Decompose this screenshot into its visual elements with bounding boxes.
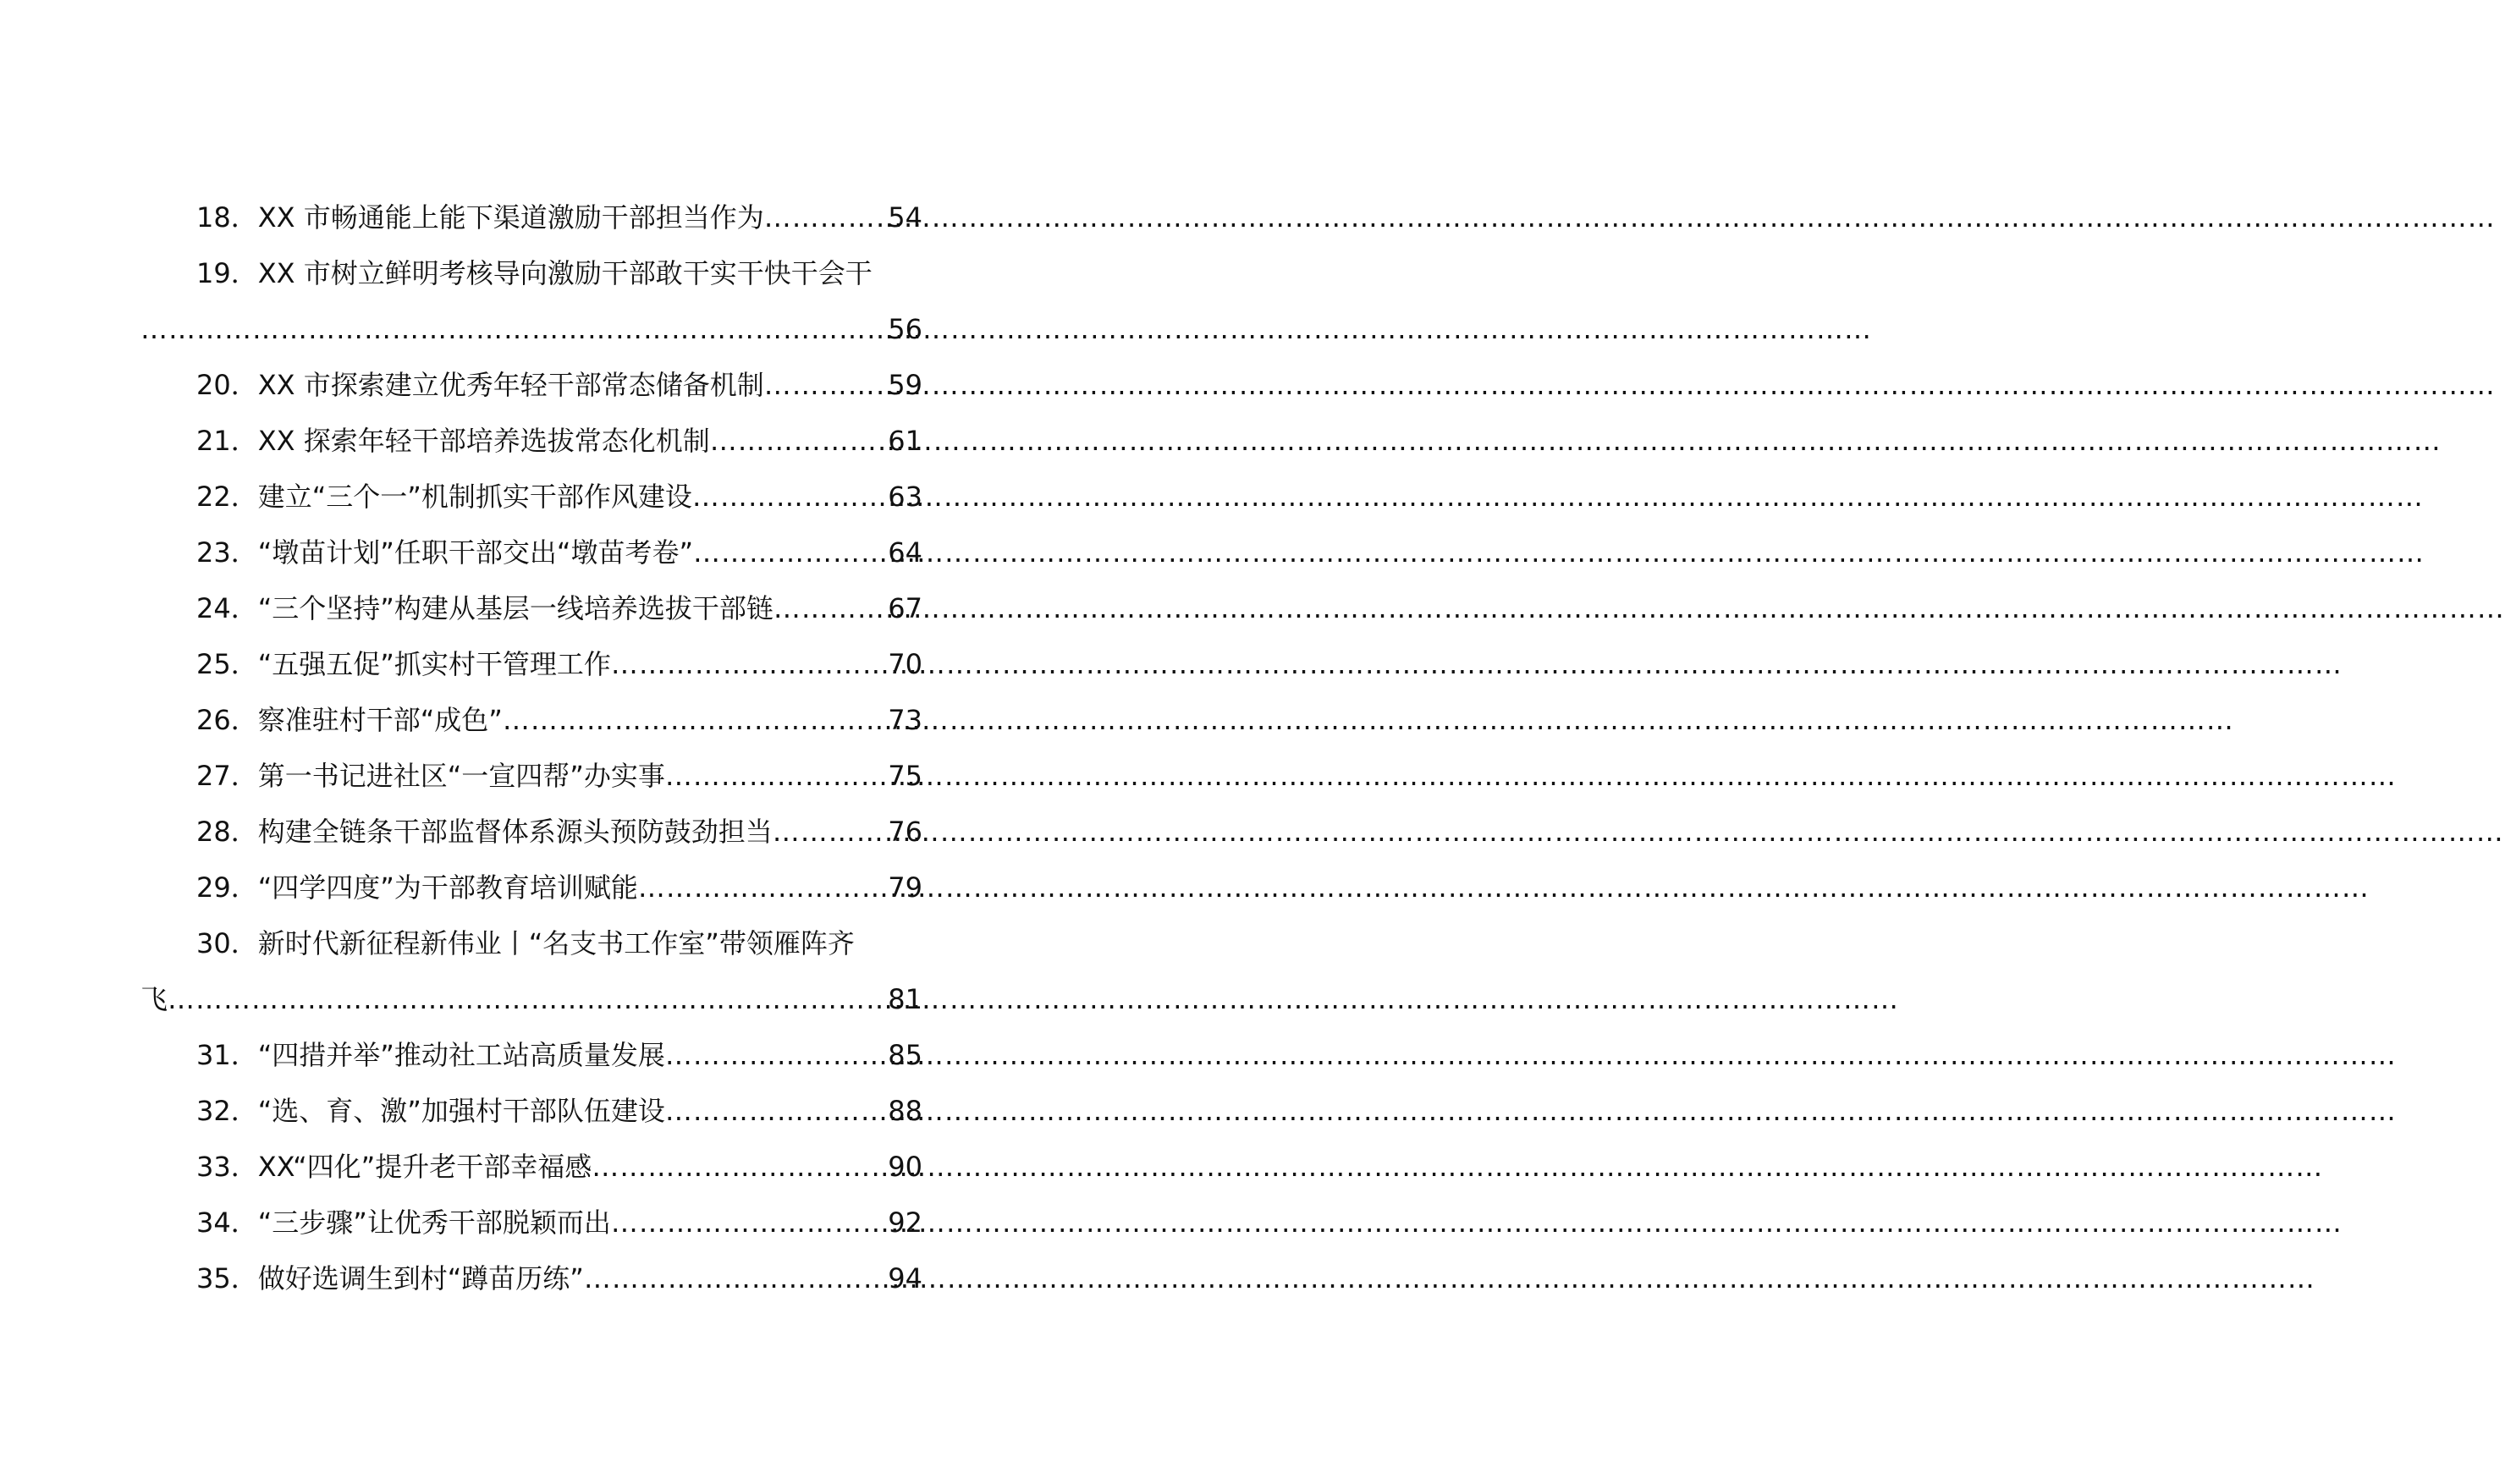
toc-leader-dots <box>764 357 889 413</box>
toc-entry-title: 27．第一书记进社区“一宣四帮”办实事 <box>196 760 665 792</box>
toc-entry-title: 19．XX 市树立鲜明考核导向激励干部敢干实干快干会干 <box>196 257 873 289</box>
toc-entry-page: 56 <box>888 313 922 345</box>
toc-entry-page: 61 <box>888 425 922 457</box>
toc-entry-title: 24．“三个坚持”构建从基层一线培养选拔干部链 <box>196 592 774 624</box>
toc-entry-title: 18．XX 市畅通能上能下渠道激励干部担当作为 <box>196 201 764 234</box>
toc-leader-dots <box>774 580 888 636</box>
toc-entry-title: 21．XX 探索年轻干部培养选拔常态化机制 <box>196 425 710 457</box>
toc-entry-title: 28．构建全链条干部监督体系源头预防鼓劲担当 <box>196 816 773 848</box>
toc-entry-title: 26．察准驻村干部“成色” <box>196 704 503 736</box>
toc-entry-title: 31．“四措并举”推动社工站高质量发展 <box>196 1039 665 1071</box>
toc-entry-title: 35．做好选调生到村“蹲苗历练” <box>196 1262 584 1294</box>
toc-entry[interactable] <box>140 636 922 692</box>
toc-leader-dots <box>638 860 888 915</box>
toc-entry-title: 33．XX“四化”提升老干部幸福感 <box>196 1151 592 1183</box>
toc-entry[interactable] <box>140 1027 922 1083</box>
toc-entry-page: 64 <box>888 536 922 569</box>
toc-leader-dots <box>503 692 888 748</box>
toc-leader-dots <box>665 1027 888 1083</box>
toc-entry[interactable] <box>140 692 922 748</box>
toc-entry-page: 70 <box>888 648 922 680</box>
toc-entry[interactable] <box>140 190 922 245</box>
toc-leader-dots <box>168 971 888 1027</box>
toc-entry[interactable] <box>140 1195 922 1250</box>
toc-entry-page: 59 <box>888 369 922 401</box>
toc-entry[interactable] <box>140 748 922 804</box>
toc-entry[interactable] <box>140 245 922 301</box>
toc-entry[interactable] <box>140 1083 922 1139</box>
toc-entry[interactable] <box>140 915 922 971</box>
toc-entry-title: 32．“选、育、激”加强村干部队伍建设 <box>196 1095 665 1127</box>
toc-leader-dots <box>693 525 888 580</box>
toc-entry[interactable] <box>140 860 922 915</box>
toc-entry-page: 88 <box>888 1095 922 1127</box>
toc-entry-title: 29．“四学四度”为干部教育培训赋能 <box>196 871 638 904</box>
toc-leader-dots <box>584 1250 888 1306</box>
toc-entry-page: 90 <box>888 1151 922 1183</box>
toc-entry-title-continued: 飞 <box>140 983 168 1015</box>
toc-entry[interactable] <box>140 1139 922 1195</box>
toc-entry[interactable] <box>140 525 922 580</box>
toc-entry-page: 76 <box>888 816 922 848</box>
toc-leader-dots <box>665 748 888 804</box>
toc-entry-title: 22．建立“三个一”机制抓实干部作风建设 <box>196 481 692 513</box>
toc-leader-dots <box>140 301 888 357</box>
toc-leader-dots <box>692 469 888 525</box>
toc-entry-title: 30．新时代新征程新伟业丨“名支书工作室”带领雁阵齐 <box>196 927 855 959</box>
toc-entry-title: 25．“五强五促”抓实村干管理工作 <box>196 648 611 680</box>
toc-entry-page: 79 <box>888 871 922 904</box>
toc-leader-dots <box>773 804 889 860</box>
toc-entry[interactable] <box>140 413 922 469</box>
toc-entry[interactable] <box>140 1250 922 1306</box>
toc-entry-page: 94 <box>888 1262 922 1294</box>
toc-entry-title: 23．“墩苗计划”任职干部交出“墩苗考卷” <box>196 536 694 569</box>
toc-entry-title: 34．“三步骤”让优秀干部脱颖而出 <box>196 1206 611 1239</box>
toc-entry[interactable] <box>140 580 922 636</box>
toc-entry-page: 63 <box>888 481 922 513</box>
toc-entry-page: 81 <box>888 983 922 1015</box>
toc-entry-continuation[interactable] <box>140 301 922 357</box>
toc-entry[interactable] <box>140 469 922 525</box>
toc-entry-page: 75 <box>888 760 922 792</box>
toc-entry-page: 67 <box>888 592 922 624</box>
toc-leader-dots <box>592 1139 888 1195</box>
toc-entry[interactable] <box>140 804 922 860</box>
toc-entry-page: 73 <box>888 704 922 736</box>
toc-entry-title: 20．XX 市探索建立优秀年轻干部常态储备机制 <box>196 369 764 401</box>
toc-leader-dots <box>764 190 889 245</box>
toc-leader-dots <box>710 413 889 469</box>
toc-entry-page: 92 <box>888 1206 922 1239</box>
toc-leader-dots <box>611 636 888 692</box>
toc-leader-dots <box>665 1083 888 1139</box>
toc-entry-page: 85 <box>888 1039 922 1071</box>
toc-entry[interactable] <box>140 357 922 413</box>
toc-leader-dots <box>611 1195 888 1250</box>
toc-entry-page: 54 <box>888 201 922 234</box>
toc-entry-continuation[interactable] <box>140 971 922 1027</box>
table-of-contents <box>140 190 922 1306</box>
